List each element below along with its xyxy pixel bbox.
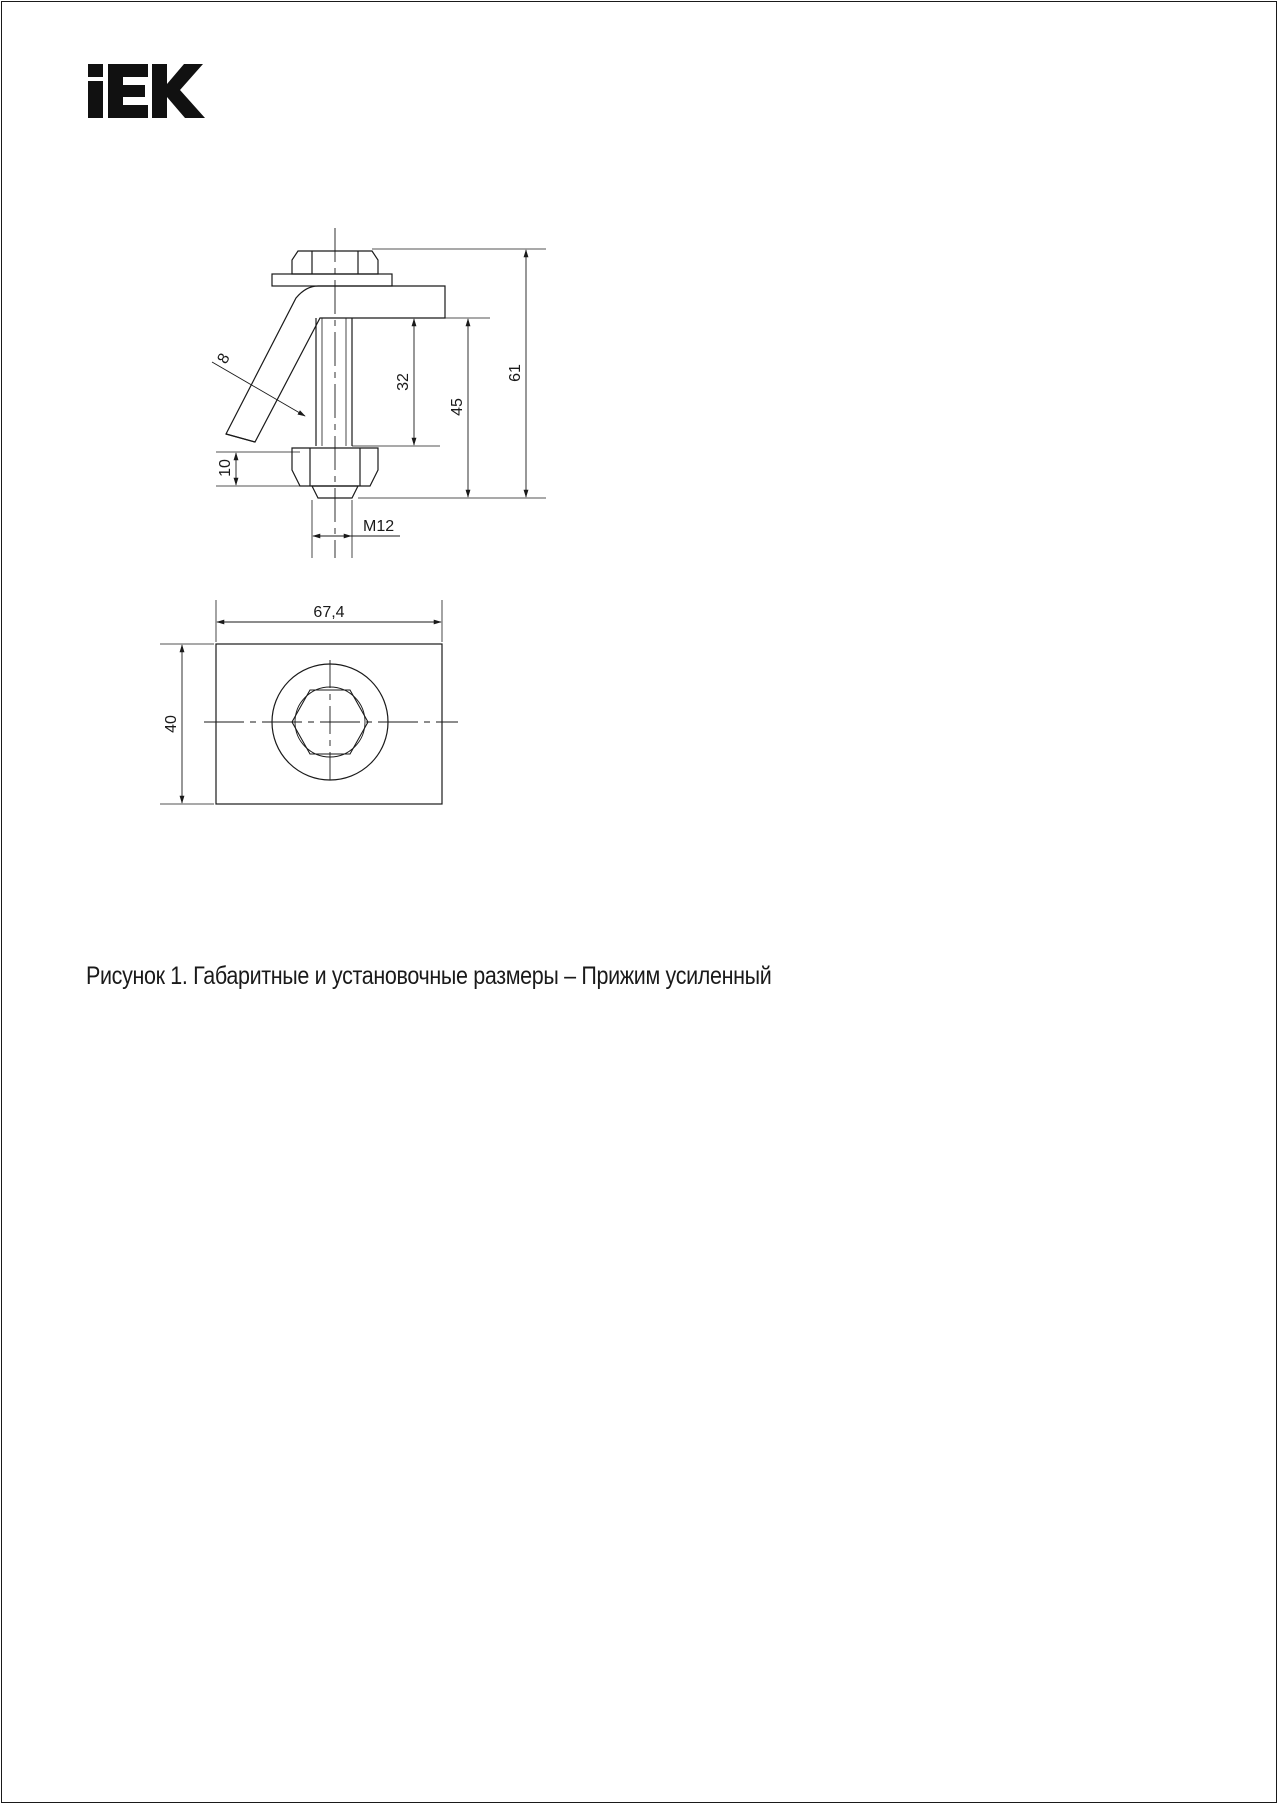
dim-label-m12: M12 [363,518,395,535]
clamp-bracket [226,286,445,442]
dim-label-67-4: 67,4 [313,604,345,621]
dim-label-10: 10 [217,459,234,477]
figure-caption: Рисунок 1. Габаритные и установочные размеры – Прижим усиленный [86,962,772,990]
top-view [160,600,458,804]
washer [272,274,392,286]
dim-label-32: 32 [395,373,412,391]
dim-label-40: 40 [163,715,180,733]
dim-label-45: 45 [449,398,466,416]
dim-label-61: 61 [507,364,524,382]
side-view [212,228,546,558]
dim-label-8: 8 [214,350,234,367]
